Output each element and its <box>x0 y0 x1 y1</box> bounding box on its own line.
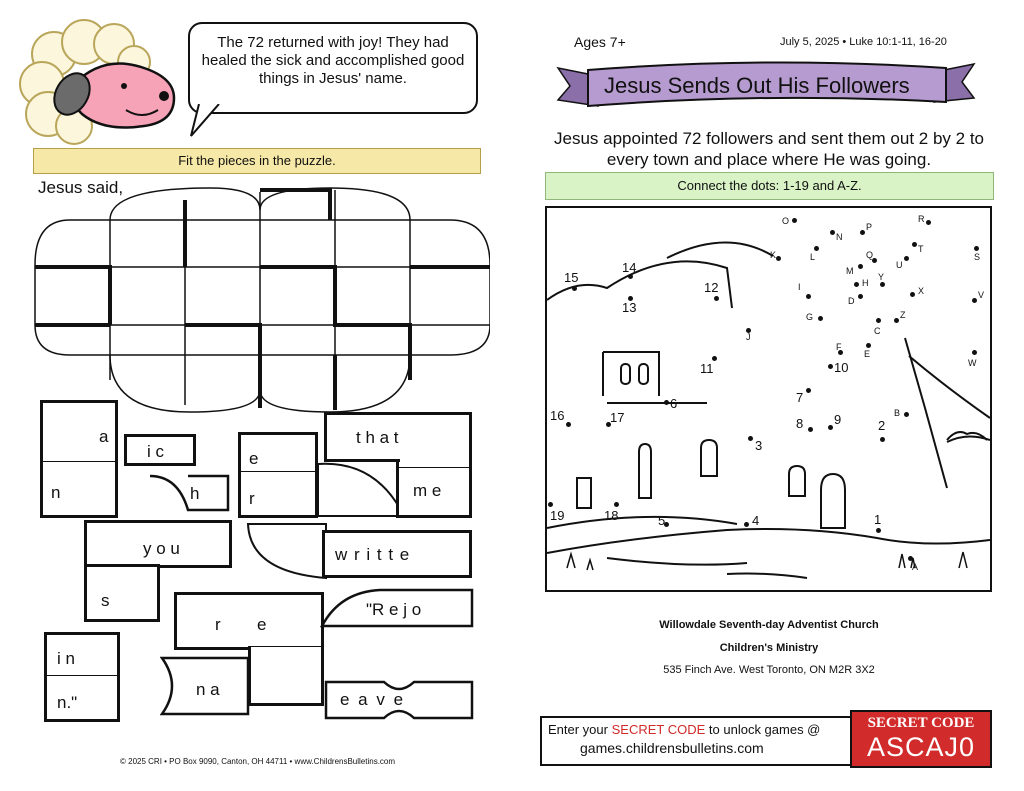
piece-letter: r <box>249 489 255 508</box>
piece-s[interactable] <box>84 564 160 622</box>
piece-letter: e <box>249 449 259 468</box>
dot-10 <box>828 364 833 369</box>
piece-that-me[interactable] <box>396 412 472 518</box>
dot-label-18: 18 <box>604 508 619 523</box>
badge-title: SECRET CODE <box>867 715 975 731</box>
dot-19 <box>548 502 553 507</box>
dot-H <box>854 282 859 287</box>
dot-L <box>814 246 819 251</box>
piece-letter: h <box>190 484 200 503</box>
dot-2 <box>880 437 885 442</box>
piece-re[interactable] <box>174 592 324 650</box>
dot-15 <box>572 286 577 291</box>
dot-E <box>866 343 871 348</box>
dot-label-L: L <box>810 252 816 262</box>
piece-letter: t h a t <box>356 428 399 447</box>
piece-letter: n a <box>196 680 220 699</box>
dot-18 <box>614 502 619 507</box>
piece-letter: e <box>257 615 267 634</box>
intro-text: Jesus appointed 72 followers and sent them out 2 by 2 to every town and place where He was going. <box>554 129 984 169</box>
dot-M <box>858 264 863 269</box>
dot-S <box>974 246 979 251</box>
piece-curve <box>316 462 406 518</box>
piece-letter: e a v e <box>340 690 406 709</box>
dot-label-1: 1 <box>874 512 882 527</box>
piece-ic[interactable] <box>124 434 196 466</box>
dot-12 <box>714 296 719 301</box>
dot-label-H: H <box>862 278 869 288</box>
dot-label-K: K <box>770 250 777 260</box>
dot-label-13: 13 <box>622 300 637 315</box>
dot-label-W: W <box>968 358 977 368</box>
dot-C <box>876 318 881 323</box>
dot-label-E: E <box>864 349 871 359</box>
piece-letter: n <box>51 483 61 502</box>
code-pre: Enter your <box>548 722 608 737</box>
dot-1 <box>876 528 881 533</box>
page-title: Jesus Sends Out His Followers <box>604 73 910 98</box>
speech-bubble <box>188 22 478 114</box>
dot-label-12: 12 <box>704 280 719 295</box>
dot-W <box>972 350 977 355</box>
dot-P <box>860 230 865 235</box>
piece-letter: y o u <box>143 539 180 558</box>
dot-9 <box>828 425 833 430</box>
dots-scene <box>547 208 990 590</box>
dot-O <box>792 218 797 223</box>
code-line-1 <box>548 722 820 737</box>
dot-label-I: I <box>798 282 801 292</box>
piece-e-r[interactable] <box>238 432 318 518</box>
dot-label-3: 3 <box>755 438 763 453</box>
piece-you-s[interactable] <box>84 520 232 568</box>
puzzle-instruction: Fit the pieces in the puzzle. <box>33 148 481 174</box>
dots-instruction: Connect the dots: 1-19 and A-Z. <box>545 172 994 200</box>
dot-label-Q: Q <box>866 250 874 260</box>
speech-tail <box>185 104 225 140</box>
piece-letter: i c <box>147 442 164 461</box>
piece-letter: i n <box>57 649 75 668</box>
piece-letter: n." <box>57 693 78 712</box>
dot-K <box>776 256 781 261</box>
piece-re-bottom[interactable] <box>248 646 324 706</box>
dot-label-B: B <box>894 408 901 418</box>
dot-label-V: V <box>978 290 985 300</box>
dot-label-9: 9 <box>834 412 842 427</box>
dot-B <box>904 412 909 417</box>
dot-label-8: 8 <box>796 416 804 431</box>
dot-label-14: 14 <box>622 260 637 275</box>
dot-label-4: 4 <box>752 513 760 528</box>
piece-h[interactable] <box>148 474 230 514</box>
ages-label: Ages 7+ <box>574 34 626 50</box>
dot-label-U: U <box>896 260 903 270</box>
dot-4 <box>744 522 749 527</box>
dot-label-11: 11 <box>700 361 714 376</box>
dot-R <box>926 220 931 225</box>
dot-7 <box>806 388 811 393</box>
lamb-illustration <box>14 14 184 146</box>
dot-label-N: N <box>836 232 843 242</box>
dot-G <box>818 316 823 321</box>
piece-writte-curve <box>246 522 328 580</box>
dot-T <box>912 242 917 247</box>
dot-label-7: 7 <box>796 390 804 405</box>
dot-label-P: P <box>866 222 873 232</box>
dot-16 <box>566 422 571 427</box>
dot-label-19: 19 <box>550 508 565 523</box>
code-emphasis: SECRET CODE <box>611 722 706 737</box>
jesus-said-label: Jesus said, <box>38 178 124 197</box>
date-reference: July 5, 2025 • Luke 10:1-11, 16-20 <box>780 36 947 48</box>
dot-V <box>972 298 977 303</box>
dot-label-X: X <box>918 286 925 296</box>
dot-Z <box>894 318 899 323</box>
badge-code: ASCAJ0 <box>866 732 976 762</box>
dot-A <box>908 556 913 561</box>
dot-label-T: T <box>918 244 924 254</box>
dot-label-J: J <box>746 332 751 342</box>
dot-6 <box>664 400 669 405</box>
dot-label-A: A <box>912 562 919 572</box>
dot-label-10: 10 <box>834 360 849 375</box>
connect-dots-box <box>545 206 992 592</box>
church-name: Willowdale Seventh-day Adventist Church <box>659 619 879 631</box>
puzzle-grid <box>30 180 490 420</box>
dot-Y <box>880 282 885 287</box>
piece-writte[interactable] <box>322 530 472 578</box>
piece-a-n[interactable] <box>40 400 118 518</box>
dot-label-C: C <box>874 326 881 336</box>
dot-label-R: R <box>918 214 925 224</box>
code-post: to unlock games @ <box>708 722 821 737</box>
piece-in-n[interactable] <box>44 632 120 722</box>
church-address: 535 Finch Ave. West Toronto, ON M2R 3X2 <box>663 664 875 676</box>
code-url[interactable]: games.childrensbulletins.com <box>580 740 764 756</box>
dot-I <box>806 294 811 299</box>
dot-label-D: D <box>848 296 855 306</box>
dot-8 <box>808 427 813 432</box>
piece-letter: w r i t t e <box>335 545 411 564</box>
church-ministry: Children's Ministry <box>719 642 819 654</box>
dot-label-O: O <box>782 216 790 226</box>
dot-U <box>904 256 909 261</box>
dot-label-6: 6 <box>670 396 678 411</box>
piece-letter: a <box>99 427 109 446</box>
dot-3 <box>748 436 753 441</box>
dot-D <box>858 294 863 299</box>
piece-letter: s <box>101 591 110 610</box>
dot-label-5: 5 <box>658 513 666 528</box>
dot-X <box>910 292 915 297</box>
dot-label-2: 2 <box>878 418 886 433</box>
dot-label-Y: Y <box>878 272 885 282</box>
dot-label-16: 16 <box>550 408 565 423</box>
piece-letter: "R e j o <box>366 600 422 619</box>
dot-N <box>830 230 835 235</box>
piece-letter: r <box>215 615 221 634</box>
footer-copyright: © 2025 CRI • PO Box 9090, Canton, OH 44711 • www.ChildrensBulletins.com <box>120 757 396 766</box>
dot-label-Z: Z <box>900 310 906 320</box>
dot-label-F: F <box>836 342 842 352</box>
dot-label-M: M <box>846 266 854 276</box>
piece-letter: m e <box>413 481 442 500</box>
dot-label-15: 15 <box>564 270 579 285</box>
dot-label-S: S <box>974 252 981 262</box>
dot-label-17: 17 <box>610 410 625 425</box>
dot-label-G: G <box>806 312 814 322</box>
speech-text: The 72 returned with joy! They had healed the sick and accomplished good things in Jesus' name. <box>201 34 465 87</box>
secret-code-badge <box>850 710 992 768</box>
